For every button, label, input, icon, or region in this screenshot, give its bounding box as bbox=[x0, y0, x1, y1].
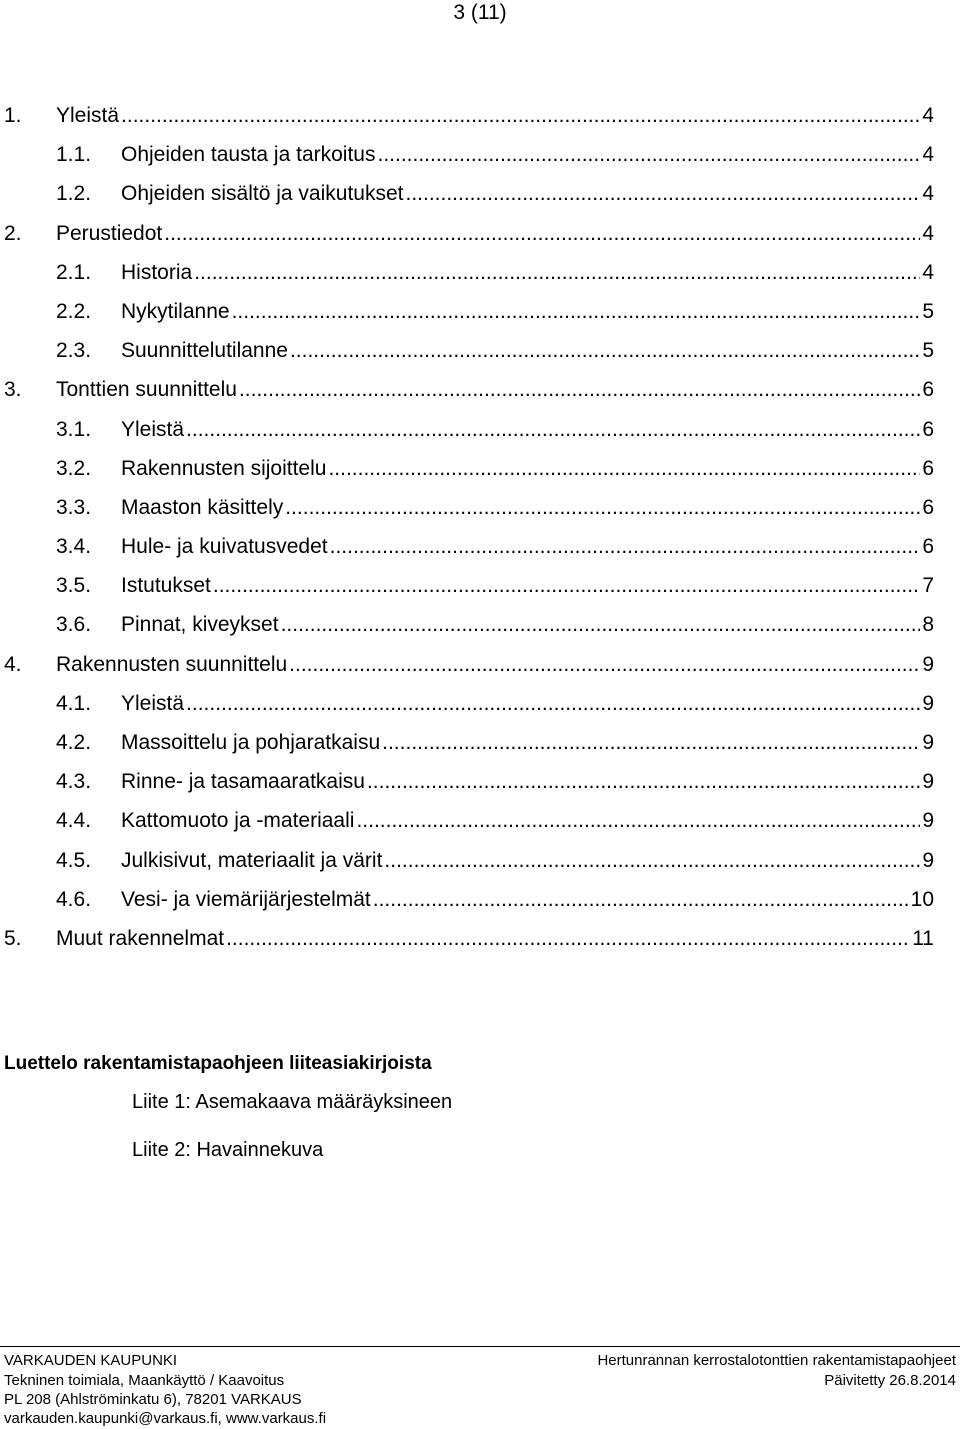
toc-entry-line bbox=[56, 647, 934, 683]
toc-entry-line bbox=[56, 921, 934, 957]
toc-entry-number: 3.4. bbox=[56, 535, 92, 559]
toc-entry-number: 2.1. bbox=[56, 260, 92, 284]
toc-entry[interactable] bbox=[0, 412, 934, 451]
toc-entry-page: 4 bbox=[920, 98, 934, 134]
toc-entry-title: Maaston käsittely bbox=[121, 490, 285, 526]
toc-entry[interactable] bbox=[0, 921, 934, 960]
toc-entry-page: 9 bbox=[920, 803, 934, 839]
footer-organization: VARKAUDEN KAUPUNKI bbox=[4, 1352, 178, 1369]
toc-entry-line bbox=[121, 843, 934, 879]
toc-entry-page: 10 bbox=[909, 882, 934, 918]
toc-entry-line bbox=[121, 412, 934, 448]
toc-entry[interactable] bbox=[0, 882, 934, 921]
toc-dot-leader bbox=[194, 255, 920, 291]
toc-entry-page: 4 bbox=[920, 216, 934, 252]
toc-entry-number: 2. bbox=[4, 221, 22, 245]
toc-entry-line bbox=[56, 216, 934, 252]
toc-entry-line bbox=[121, 607, 934, 643]
toc-entry-number: 1.2. bbox=[56, 182, 92, 206]
footer-department: Tekninen toimiala, Maankäyttö / Kaavoitus bbox=[4, 1372, 285, 1389]
toc-entry-number: 5. bbox=[4, 926, 22, 950]
footer-document-title: Hertunrannan kerrostalotonttien rakentamistapaohjeet bbox=[597, 1352, 956, 1369]
toc-entry-line bbox=[121, 176, 934, 212]
toc-entry-page: 6 bbox=[920, 412, 934, 448]
toc-entry-title: Perustiedot bbox=[56, 216, 164, 252]
toc-dot-leader bbox=[330, 529, 921, 565]
toc-dot-leader bbox=[384, 843, 920, 879]
table-of-contents bbox=[0, 98, 934, 960]
toc-entry-number: 4. bbox=[4, 652, 22, 676]
toc-dot-leader bbox=[328, 451, 920, 487]
appendix-item-2: Liite 2: Havainnekuva bbox=[132, 1139, 324, 1161]
toc-entry-number: 4.3. bbox=[56, 770, 92, 794]
footer-updated-date: Päivitetty 26.8.2014 bbox=[824, 1372, 956, 1389]
toc-entry-title: Rakennusten suunnittelu bbox=[56, 647, 289, 683]
toc-entry-line bbox=[121, 725, 934, 761]
toc-entry-page: 9 bbox=[920, 686, 934, 722]
toc-entry[interactable] bbox=[0, 490, 934, 529]
toc-dot-leader bbox=[406, 176, 921, 212]
toc-entry-line bbox=[121, 568, 934, 604]
toc-entry-number: 4.1. bbox=[56, 691, 92, 715]
toc-entry-page: 11 bbox=[910, 921, 934, 957]
toc-entry-number: 4.2. bbox=[56, 731, 92, 754]
toc-entry-page: 6 bbox=[920, 372, 934, 408]
toc-entry-title: Rinne- ja tasamaaratkaisu bbox=[121, 764, 367, 800]
toc-dot-leader bbox=[373, 882, 909, 918]
toc-entry-line bbox=[121, 294, 934, 330]
toc-entry-title: Suunnittelutilanne bbox=[121, 333, 290, 369]
toc-dot-leader bbox=[382, 725, 920, 761]
toc-entry[interactable] bbox=[0, 647, 934, 686]
toc-entry[interactable] bbox=[0, 98, 934, 137]
toc-entry[interactable] bbox=[0, 294, 934, 333]
toc-entry-number: 1. bbox=[4, 104, 22, 127]
toc-dot-leader bbox=[213, 568, 920, 604]
toc-entry[interactable] bbox=[0, 333, 934, 372]
footer-address: PL 208 (Ahlströminkatu 6), 78201 VARKAUS bbox=[4, 1391, 302, 1408]
toc-entry[interactable] bbox=[0, 607, 934, 646]
toc-entry[interactable] bbox=[0, 568, 934, 607]
toc-entry-number: 1.1. bbox=[56, 143, 92, 167]
toc-dot-leader bbox=[186, 686, 920, 722]
toc-entry-title: Julkisivut, materiaalit ja värit bbox=[121, 843, 384, 879]
toc-entry[interactable] bbox=[0, 764, 934, 803]
toc-entry[interactable] bbox=[0, 372, 934, 411]
toc-entry-number: 3.3. bbox=[56, 495, 92, 519]
toc-entry-title: Istutukset bbox=[121, 568, 213, 604]
toc-entry-line bbox=[121, 803, 934, 839]
toc-entry-page: 4 bbox=[920, 176, 934, 212]
toc-entry-page: 9 bbox=[920, 764, 934, 800]
toc-entry-line bbox=[121, 137, 934, 173]
toc-entry-line bbox=[121, 490, 934, 526]
toc-dot-leader bbox=[164, 216, 920, 252]
toc-entry-number: 2.2. bbox=[56, 299, 92, 323]
toc-entry-number: 4.6. bbox=[56, 887, 92, 911]
toc-entry-title: Yleistä bbox=[56, 98, 121, 134]
toc-entry-title: Muut rakennelmat bbox=[56, 921, 226, 957]
toc-entry[interactable] bbox=[0, 843, 934, 882]
toc-entry-title: Kattomuoto ja -materiaali bbox=[121, 803, 356, 839]
toc-entry-page: 6 bbox=[920, 529, 934, 565]
toc-entry-title: Yleistä bbox=[121, 412, 186, 448]
toc-entry-title: Tonttien suunnittelu bbox=[56, 372, 239, 408]
toc-dot-leader bbox=[289, 647, 920, 683]
toc-entry[interactable] bbox=[0, 176, 934, 215]
toc-entry[interactable] bbox=[0, 686, 934, 725]
toc-dot-leader bbox=[367, 764, 920, 800]
appendix-item-1: Liite 1: Asemakaava määräyksineen bbox=[132, 1091, 453, 1113]
toc-entry-title: Massoittelu ja pohjaratkaisu bbox=[121, 725, 382, 761]
toc-entry[interactable] bbox=[0, 137, 934, 176]
toc-dot-leader bbox=[290, 333, 920, 369]
toc-entry-number: 4.4. bbox=[56, 809, 92, 833]
toc-dot-leader bbox=[226, 921, 910, 957]
toc-entry-number: 3.6. bbox=[56, 613, 92, 637]
toc-entry-number: 3. bbox=[4, 378, 22, 402]
toc-entry-title: Historia bbox=[121, 255, 194, 291]
toc-entry-page: 6 bbox=[920, 490, 934, 526]
toc-entry-line bbox=[121, 451, 934, 487]
toc-entry-line bbox=[121, 333, 934, 369]
toc-entry-number: 2.3. bbox=[56, 339, 92, 363]
toc-entry-page: 8 bbox=[920, 607, 934, 643]
toc-dot-leader bbox=[285, 490, 920, 526]
toc-entry-page: 4 bbox=[920, 137, 934, 173]
toc-entry-page: 9 bbox=[920, 725, 934, 761]
toc-entry-title: Yleistä bbox=[121, 686, 186, 722]
toc-entry-page: 5 bbox=[920, 294, 934, 330]
toc-entry-line bbox=[121, 255, 934, 291]
toc-entry-number: 3.5. bbox=[56, 574, 92, 598]
toc-entry-line bbox=[121, 764, 934, 800]
toc-entry-title: Ohjeiden sisältö ja vaikutukset bbox=[121, 176, 406, 212]
page-number: 3 (11) bbox=[453, 1, 507, 24]
toc-entry-line bbox=[121, 882, 934, 918]
toc-entry-title: Hule- ja kuivatusvedet bbox=[121, 529, 330, 565]
toc-entry[interactable] bbox=[0, 803, 934, 842]
toc-entry-page: 4 bbox=[920, 255, 934, 291]
toc-entry-title: Vesi- ja viemärijärjestelmät bbox=[121, 882, 373, 918]
toc-dot-leader bbox=[239, 372, 920, 408]
toc-entry-title: Ohjeiden tausta ja tarkoitus bbox=[121, 137, 377, 173]
toc-entry-page: 5 bbox=[920, 333, 934, 369]
toc-dot-leader bbox=[377, 137, 920, 173]
toc-entry-page: 6 bbox=[920, 451, 934, 487]
toc-entry-number: 3.1. bbox=[56, 417, 92, 441]
footer-contact: varkauden.kaupunki@varkaus.fi, www.varkaus.fi bbox=[4, 1410, 327, 1427]
toc-entry-line bbox=[121, 529, 934, 565]
toc-entry-page: 9 bbox=[920, 843, 934, 879]
toc-entry[interactable] bbox=[0, 451, 934, 490]
toc-dot-leader bbox=[121, 98, 920, 134]
toc-entry-page: 7 bbox=[920, 568, 934, 604]
appendix-list-heading: Luettelo rakentamistapaohjeen liiteasiakirjoista bbox=[4, 1053, 432, 1074]
toc-entry[interactable] bbox=[0, 725, 934, 764]
toc-entry-title: Rakennusten sijoittelu bbox=[121, 451, 328, 487]
toc-dot-leader bbox=[232, 294, 921, 330]
toc-entry[interactable] bbox=[0, 255, 934, 294]
page-footer bbox=[0, 1346, 960, 1427]
toc-dot-leader bbox=[356, 803, 920, 839]
toc-entry-number: 3.2. bbox=[56, 456, 92, 480]
toc-entry-title: Pinnat, kiveykset bbox=[121, 607, 281, 643]
toc-entry-number: 4.5. bbox=[56, 848, 92, 872]
toc-entry[interactable] bbox=[0, 529, 934, 568]
toc-dot-leader bbox=[281, 607, 921, 643]
toc-entry-title: Nykytilanne bbox=[121, 294, 232, 330]
toc-entry-line bbox=[56, 372, 934, 408]
toc-entry-page: 9 bbox=[920, 647, 934, 683]
toc-entry-line bbox=[121, 686, 934, 722]
toc-entry[interactable] bbox=[0, 216, 934, 255]
toc-dot-leader bbox=[186, 412, 920, 448]
toc-entry-line bbox=[56, 98, 934, 134]
